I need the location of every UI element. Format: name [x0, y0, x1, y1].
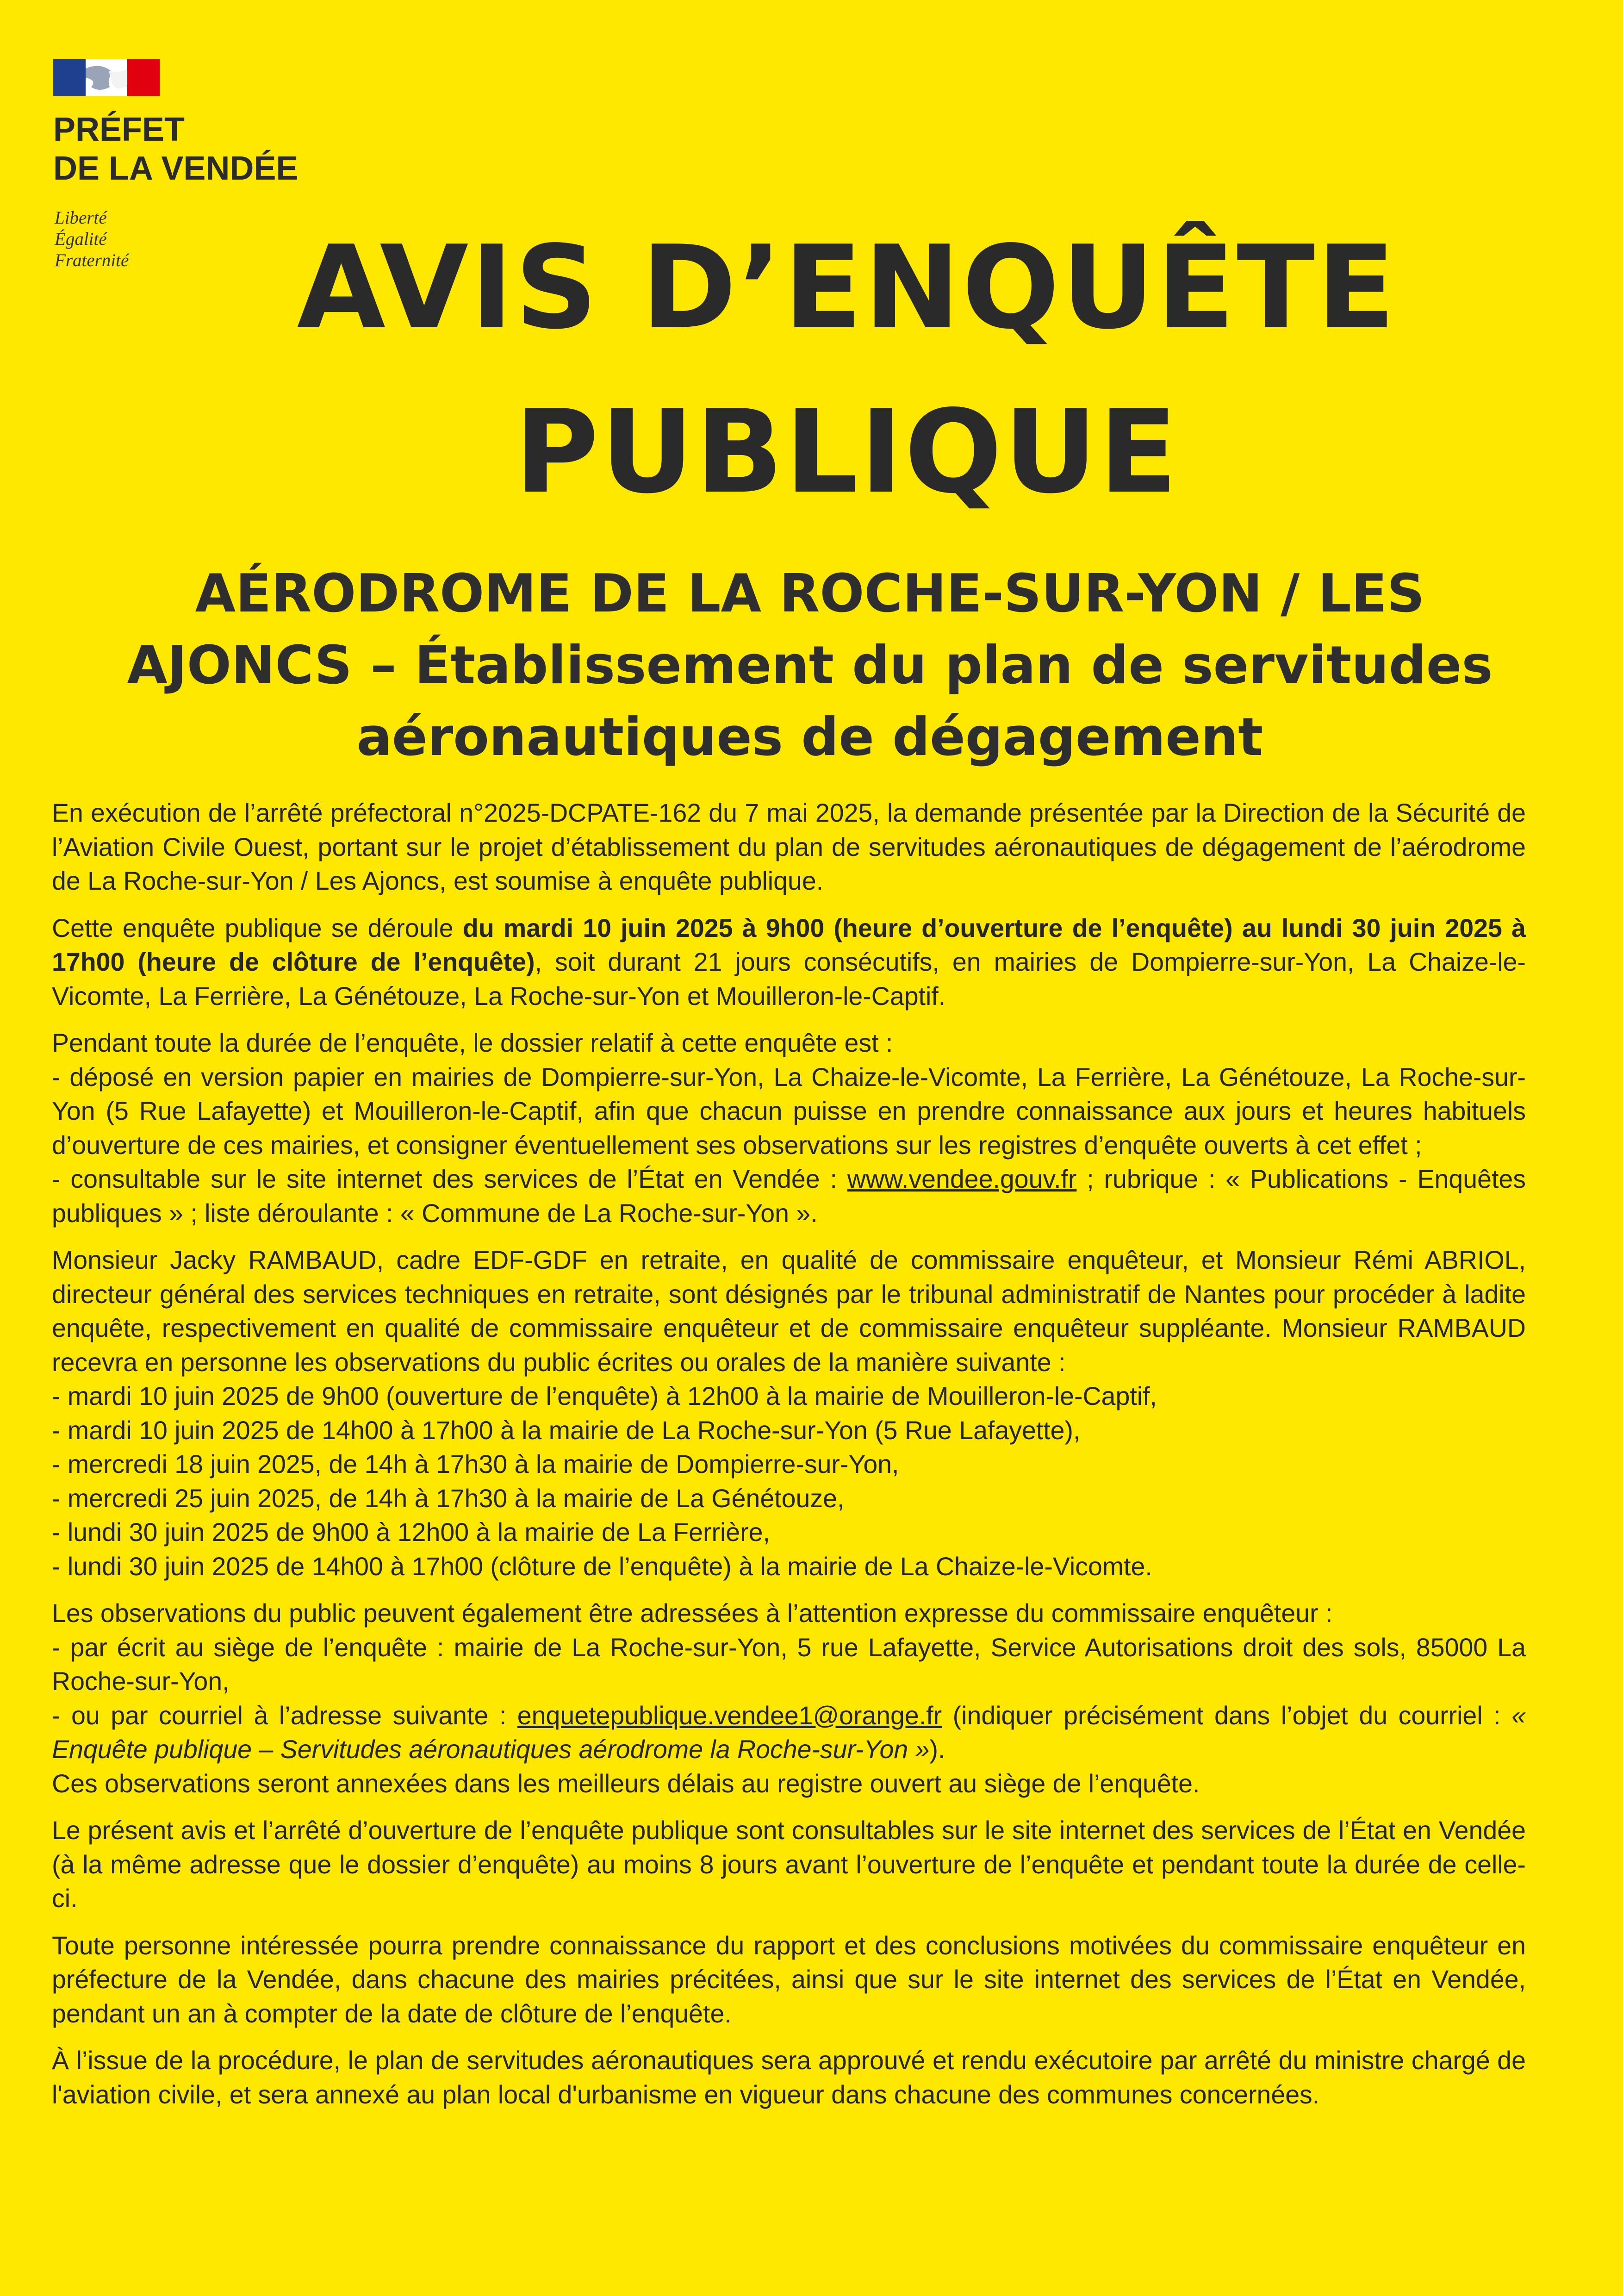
- commissaire-intro: Monsieur Jacky RAMBAUD, cadre EDF-GDF en retraite, en qualité de commissaire enquêteur, et Monsieur Rémi ABRIOL, directeur général des services techniques en retraite, sont désignés par le tribunal administratif de Nantes pour procéder à ladite enquête, respectivement en qualité de commissaire enquêteur et de commissaire enquêteur suppléante. Monsieur RAMBAUD recevra en personne les observations du public écrites ou orales de la manière suivante :: [52, 1246, 1526, 1377]
- subtitle-line-2: AJONCS – Établissement du plan de servitudes: [127, 635, 1493, 696]
- permanence-item: - lundi 30 juin 2025 de 14h00 à 17h00 (clôture de l’enquête) à la mairie de La Chaize-le-Vicomte.: [52, 1552, 1152, 1581]
- subtitle-line-3: aéronautiques de dégagement: [356, 706, 1263, 767]
- prefet-title: [53, 110, 298, 188]
- permanence-item: - mercredi 25 juin 2025, de 14h à 17h30 à la mairie de La Génétouze,: [52, 1484, 845, 1513]
- paragraph-arrete: En exécution de l’arrêté préfectoral n°2025-DCPATE-162 du 7 mai 2025, la demande présentée par la Direction de la Sécurité de l’Aviation Civile Ouest, portant sur le projet d’établissement du plan de servitudes aéronautiques de dégagement de l’aérodrome de La Roche-sur-Yon / Les Ajoncs, est soumise à enquête publique.: [52, 799, 1526, 895]
- paragraph-issue: À l’issue de la procédure, le plan de servitudes aéronautiques sera approuvé et rendu exécutoire par arrêté du ministre chargé de l'aviation civile, et sera annexé au plan local d'urbanisme en vigueur dans chacune des communes concernées.: [52, 2046, 1526, 2109]
- observations-email-close: ).: [929, 1735, 945, 1764]
- observations-email-subject: « Enquête publique – Servitudes aéronautiques aérodrome la Roche-sur-Yon »: [52, 1701, 1526, 1764]
- paragraph-consultation: Le présent avis et l’arrêté d’ouverture de l’enquête publique sont consultables sur le site internet des services de l’État en Vendée (à la même adresse que le dossier d’enquête) au moins 8 jours avant l’ouverture de l’enquête et pendant toute la durée de celle-ci.: [52, 1816, 1526, 1913]
- observations-postal: - par écrit au siège de l’enquête : mairie de La Roche-sur-Yon, 5 rue Lafayette, Service Autorisations droit des sols, 85000 La Roche-sur-Yon,: [52, 1633, 1526, 1696]
- subtitle: [69, 558, 1550, 773]
- motto-fraternite: Fraternité: [55, 250, 129, 270]
- dossier-online-rubric: ; rubrique : « Publications - Enquêtes publiques » ; liste déroulante : « Commune de La Roche-sur-Yon ».: [52, 1165, 1526, 1228]
- title-line-1: AVIS D’ENQUÊTE: [297, 221, 1397, 355]
- observations-email: [52, 1699, 1526, 1767]
- paragraph-dossier: [52, 1026, 1526, 1230]
- subtitle-line-1: AÉRODROME DE LA ROCHE-SUR-YON / LES: [195, 563, 1425, 624]
- observations-closing: Ces observations seront annexées dans les meilleurs délais au registre ouvert au siège de l’enquête.: [52, 1769, 1200, 1798]
- motto-egalite: Égalité: [55, 229, 107, 249]
- dates-communes: , soit durant 21 jours consécutifs, en mairies de Dompierre-sur-Yon, La Chaize-le-Vicomte, La Ferrière, La Génétouze, La Roche-sur-Yon et Mouilleron-le-Captif.: [52, 948, 1526, 1011]
- observations-intro: Les observations du public peuvent également être adressées à l’attention expresse du commissaire enquêteur :: [52, 1599, 1333, 1628]
- observations-email-text: - ou par courriel à l’adresse suivante :: [52, 1701, 517, 1730]
- dossier-paper: - déposé en version papier en mairies de Dompierre-sur-Yon, La Chaize-le-Vicomte, La Ferrière, La Génétouze, La Roche-sur-Yon (5 Rue Lafayette) et Mouilleron-le-Captif, afin que chacun puisse en prendre connaissance aux jours et heures habituels d’ouverture de ces mairies, et consigner éventuellement ses observations sur les registres d’enquête ouverts à cet effet ;: [52, 1062, 1526, 1160]
- marianne-logo: [53, 59, 160, 96]
- page-title: [153, 206, 1541, 535]
- motto-liberte: Liberté: [55, 208, 107, 228]
- dossier-online-text: - consultable sur le site internet des services de l’État en Vendée :: [52, 1165, 847, 1193]
- prefet-line-1: PRÉFET: [53, 111, 185, 148]
- paragraph-commissaire: [52, 1243, 1526, 1584]
- title-line-2: PUBLIQUE: [514, 386, 1180, 519]
- email-link[interactable]: enquetepublique.vendee1@orange.fr: [517, 1701, 942, 1730]
- notice-body: [52, 796, 1526, 2125]
- dossier-intro: Pendant toute la durée de l’enquête, le dossier relatif à cette enquête est :: [52, 1029, 893, 1057]
- paragraph-dates: [52, 911, 1526, 1014]
- permanence-item: - mercredi 18 juin 2025, de 14h à 17h30 à la mairie de Dompierre-sur-Yon,: [52, 1450, 899, 1479]
- permanence-item: - mardi 10 juin 2025 de 14h00 à 17h00 à la mairie de La Roche-sur-Yon (5 Rue Lafayette),: [52, 1416, 1081, 1445]
- dates-intro: Cette enquête publique se déroule: [52, 913, 463, 942]
- dossier-online: [52, 1162, 1526, 1230]
- dates-period: du mardi 10 juin 2025 à 9h00 (heure d’ouverture de l’enquête) au lundi 30 juin 2025 à 17h00 (heure de clôture de l’enquête): [52, 913, 1526, 976]
- vendee-website-link[interactable]: www.vendee.gouv.fr: [847, 1165, 1077, 1193]
- paragraph-rapport: Toute personne intéressée pourra prendre connaissance du rapport et des conclusions motivées du commissaire enquêteur en préfecture de la Vendée, dans chacune des mairies précitées, ainsi que sur le site internet des services de l’État en Vendée, pendant un an à compter de la date de clôture de l’enquête.: [52, 1931, 1526, 2028]
- republic-motto: [55, 207, 129, 271]
- observations-email-subject-label: (indiquer précisément dans l’objet du courriel :: [942, 1701, 1512, 1730]
- permanence-item: - mardi 10 juin 2025 de 9h00 (ouverture de l’enquête) à 12h00 à la mairie de Mouilleron-le-Captif,: [52, 1382, 1157, 1410]
- permanence-item: - lundi 30 juin 2025 de 9h00 à 12h00 à la mairie de La Ferrière,: [52, 1518, 770, 1547]
- prefet-line-2: DE LA VENDÉE: [53, 150, 298, 187]
- paragraph-observations: [52, 1597, 1526, 1801]
